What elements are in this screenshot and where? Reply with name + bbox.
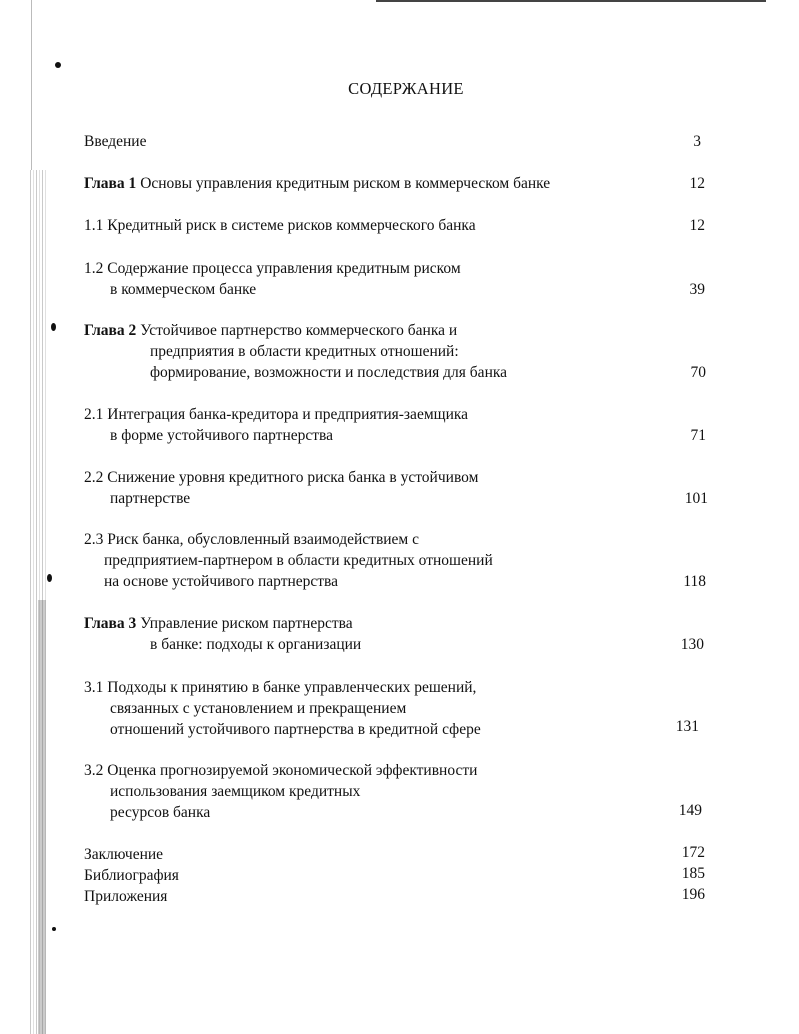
toc-entry-line: в форме устойчивого партнерства bbox=[110, 427, 334, 444]
toc-entry-line: использования заемщиком кредитных bbox=[110, 783, 361, 800]
toc-page-number: 3 bbox=[693, 133, 701, 150]
toc-entry-1-2 bbox=[84, 258, 461, 300]
toc-page-number: 101 bbox=[684, 490, 708, 507]
toc-entry-introduction bbox=[84, 131, 146, 152]
toc-page-number: 39 bbox=[689, 281, 705, 298]
toc-entry-appendices bbox=[84, 886, 167, 907]
toc-page-number: 12 bbox=[689, 217, 705, 234]
toc-page-number: 172 bbox=[681, 844, 705, 861]
chapter-label: Глава 1 bbox=[84, 175, 137, 192]
toc-entry-line: партнерстве bbox=[110, 490, 191, 507]
toc-page-number: 12 bbox=[689, 175, 705, 192]
toc-entry-line: Библиография bbox=[84, 867, 179, 884]
toc-entry-line: отношений устойчивого партнерства в кредитной сфере bbox=[110, 721, 481, 738]
toc-entry-line: формирование, возможности и последствия для банка bbox=[150, 364, 508, 381]
toc-page-number: 185 bbox=[681, 865, 705, 882]
scan-speck bbox=[52, 927, 56, 931]
scan-speck bbox=[47, 574, 52, 582]
toc-page-number: 118 bbox=[683, 573, 706, 590]
toc-entry-line: 2.2 Снижение уровня кредитного риска банка в устойчивом bbox=[84, 469, 479, 486]
page-title: СОДЕРЖАНИЕ bbox=[348, 79, 464, 98]
toc-entry-line: 3.1 Подходы к принятию в банке управленческих решений, bbox=[84, 679, 477, 696]
toc-entry-line: ресурсов банка bbox=[110, 804, 211, 821]
scan-top-rule bbox=[376, 0, 766, 2]
toc-entry-chapter-2 bbox=[84, 320, 507, 383]
toc-entry-line: на основе устойчивого партнерства bbox=[104, 573, 339, 590]
toc-entry-line: 2.1 Интеграция банка-кредитора и предприятия-заемщика bbox=[84, 406, 469, 423]
toc-entry-2-3 bbox=[84, 529, 493, 592]
toc-entry-3-1 bbox=[84, 677, 481, 740]
toc-entry-line: 2.3 Риск банка, обусловленный взаимодействием с bbox=[84, 531, 419, 548]
toc-entry-line: 1.2 Содержание процесса управления кредитным риском bbox=[84, 260, 461, 277]
toc-entry-line: в коммерческом банке bbox=[110, 281, 257, 298]
toc-entry-line: 3.2 Оценка прогнозируемой экономической эффективности bbox=[84, 762, 478, 779]
toc-entry-line: связанных с установлением и прекращением bbox=[110, 700, 407, 717]
toc-entry-line: 1.1 Кредитный риск в системе рисков коммерческого банка bbox=[84, 217, 476, 234]
toc-entry-line: предприятием-партнером в области кредитных отношений bbox=[104, 552, 493, 569]
toc-entry-line: Устойчивое партнерство коммерческого банка и bbox=[140, 322, 458, 339]
toc-entry-1-1 bbox=[84, 215, 476, 236]
toc-page-number: 131 bbox=[675, 718, 699, 735]
chapter-label: Глава 2 bbox=[84, 322, 137, 339]
toc-page-number: 70 bbox=[690, 364, 706, 381]
toc-entry-line: Приложения bbox=[84, 888, 168, 905]
scan-edge-shadow-dark bbox=[38, 600, 46, 1034]
toc-page-number: 196 bbox=[681, 886, 705, 903]
toc-entry-line: предприятия в области кредитных отношений: bbox=[150, 343, 459, 360]
toc-entry-conclusion bbox=[84, 844, 163, 865]
chapter-label: Глава 3 bbox=[84, 615, 137, 632]
toc-entry-3-2 bbox=[84, 760, 477, 823]
toc-entry-line: в банке: подходы к организации bbox=[150, 636, 362, 653]
toc-page-number: 130 bbox=[680, 636, 704, 653]
toc-entry-chapter-1 bbox=[84, 173, 550, 194]
toc-entry-line: Заключение bbox=[84, 846, 164, 863]
toc-entry-line: Основы управления кредитным риском в коммерческом банке bbox=[140, 175, 551, 192]
toc-entry-line: Введение bbox=[84, 133, 147, 150]
toc-entry-2-1 bbox=[84, 404, 468, 446]
toc-entry-2-2 bbox=[84, 467, 478, 509]
scan-speck bbox=[51, 323, 56, 331]
toc-entry-bibliography bbox=[84, 865, 179, 886]
toc-entry-line: Управление риском партнерства bbox=[140, 615, 353, 632]
scan-speck bbox=[55, 62, 61, 68]
toc-entry-chapter-3 bbox=[84, 613, 361, 655]
toc-page-number: 149 bbox=[678, 802, 702, 819]
toc-page-number: 71 bbox=[690, 427, 706, 444]
